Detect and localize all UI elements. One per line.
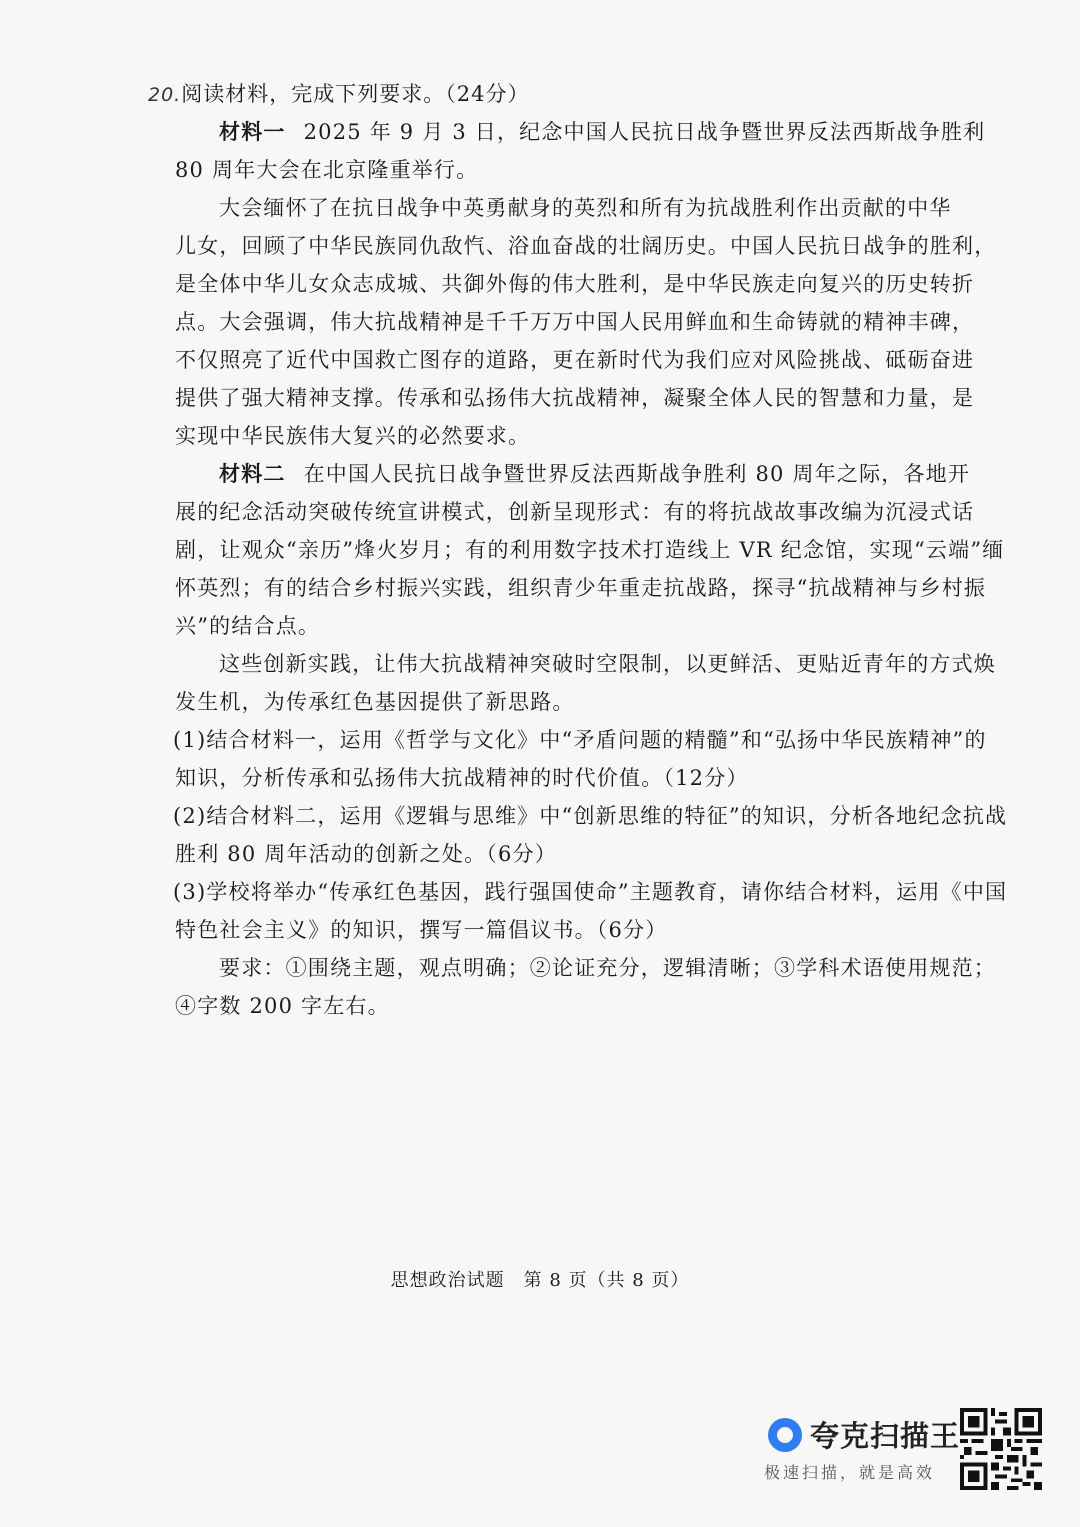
watermark-slogan: 极速扫描，就是高效 (764, 1463, 936, 1482)
material1-para2-line: 是全体中华儿女众志成城、共御外侮的伟大胜利，是中华民族走向复兴的历史转折 (175, 272, 975, 296)
material2-line: 兴”的结合点。 (175, 614, 321, 638)
material1-para2-line: 不仅照亮了近代中国救亡图存的道路，更在新时代为我们应对风险挑战、砥砺奋进 (175, 348, 975, 372)
sub-question-2-line-2: 胜利 80 周年活动的创新之处。（6分） (175, 842, 557, 866)
sub-question-3-line-1: (3)学校将举办“传承红色基因，践行强国使命”主题教育，请你结合材料，运用《中国 (173, 880, 1008, 904)
sub-questions (173, 721, 1008, 1025)
material1-para2-line: 提供了强大精神支撑。传承和弘扬伟大抗战精神，凝聚全体人民的智慧和力量，是 (175, 386, 975, 410)
material1-line-1: 材料一 2025 年 9 月 3 日，纪念中国人民抗日战争暨世界反法西斯战争胜利 (219, 120, 986, 144)
sub-question-1-line-2: 知识，分析传承和弘扬伟大抗战精神的时代价值。（12分） (175, 766, 749, 790)
question-header: 阅读材料，完成下列要求。（24分） (181, 82, 530, 106)
material2-para2-line: 这些创新实践，让伟大抗战精神突破时空限制，以更鲜活、更贴近青年的方式焕 (219, 652, 996, 676)
material2-line: 剧，让观众“亲历”烽火岁月；有的利用数字技术打造线上 VR 纪念馆，实现“云端”缅 (175, 538, 1005, 562)
quark-logo-icon (768, 1418, 802, 1452)
material2-line: 怀英烈；有的结合乡村振兴实践，组织青少年重走抗战路，探寻“抗战精神与乡村振 (175, 576, 987, 600)
sub-question-3-line-2: 特色社会主义》的知识，撰写一篇倡议书。（6分） (175, 918, 668, 942)
material2-label: 材料二 (219, 462, 286, 486)
page-footer: 思想政治试题 第 8 页（共 8 页） (390, 1270, 690, 1291)
material1-para2-line: 大会缅怀了在抗日战争中英勇献身的英烈和所有为抗战胜利作出贡献的中华 (219, 196, 952, 220)
watermark-brand: 夸克扫描王 (810, 1419, 961, 1453)
material1-para2-line: 点。大会强调，伟大抗战精神是千千万万中国人民用鲜血和生命铸就的精神丰碑， (175, 310, 975, 334)
question-body (175, 75, 1005, 721)
requirements-line-2: ④字数 200 字左右。 (175, 994, 390, 1018)
qr-code-icon (960, 1408, 1042, 1490)
question-number: 20. (148, 84, 182, 106)
requirements-line-1: 要求：①围绕主题，观点明确；②论证充分，逻辑清晰；③学科术语使用规范； (219, 956, 996, 980)
material2-line: 展的纪念活动突破传统宣讲模式，创新呈现形式：有的将抗战故事改编为沉浸式话 (175, 500, 975, 524)
material2-para2-line: 发生机，为传承红色基因提供了新思路。 (175, 690, 575, 714)
sub-question-1-line-1: (1)结合材料一，运用《哲学与文化》中“矛盾问题的精髓”和“弘扬中华民族精神”的 (173, 728, 987, 752)
material1-para2-line: 实现中华民族伟大复兴的必然要求。 (175, 424, 531, 448)
material1-line-2: 80 周年大会在北京隆重举行。 (175, 158, 479, 182)
material1-para2-line: 儿女，回顾了中华民族同仇敌忾、浴血奋战的壮阔历史。中国人民抗日战争的胜利， (175, 234, 997, 258)
material1-label: 材料一 (219, 120, 286, 144)
scanner-watermark (762, 1410, 962, 1490)
material2-line-1: 材料二 在中国人民抗日战争暨世界反法西斯战争胜利 80 周年之际，各地开 (219, 462, 971, 486)
sub-question-2-line-1: (2)结合材料二，运用《逻辑与思维》中“创新思维的特征”的知识，分析各地纪念抗战 (173, 804, 1008, 828)
